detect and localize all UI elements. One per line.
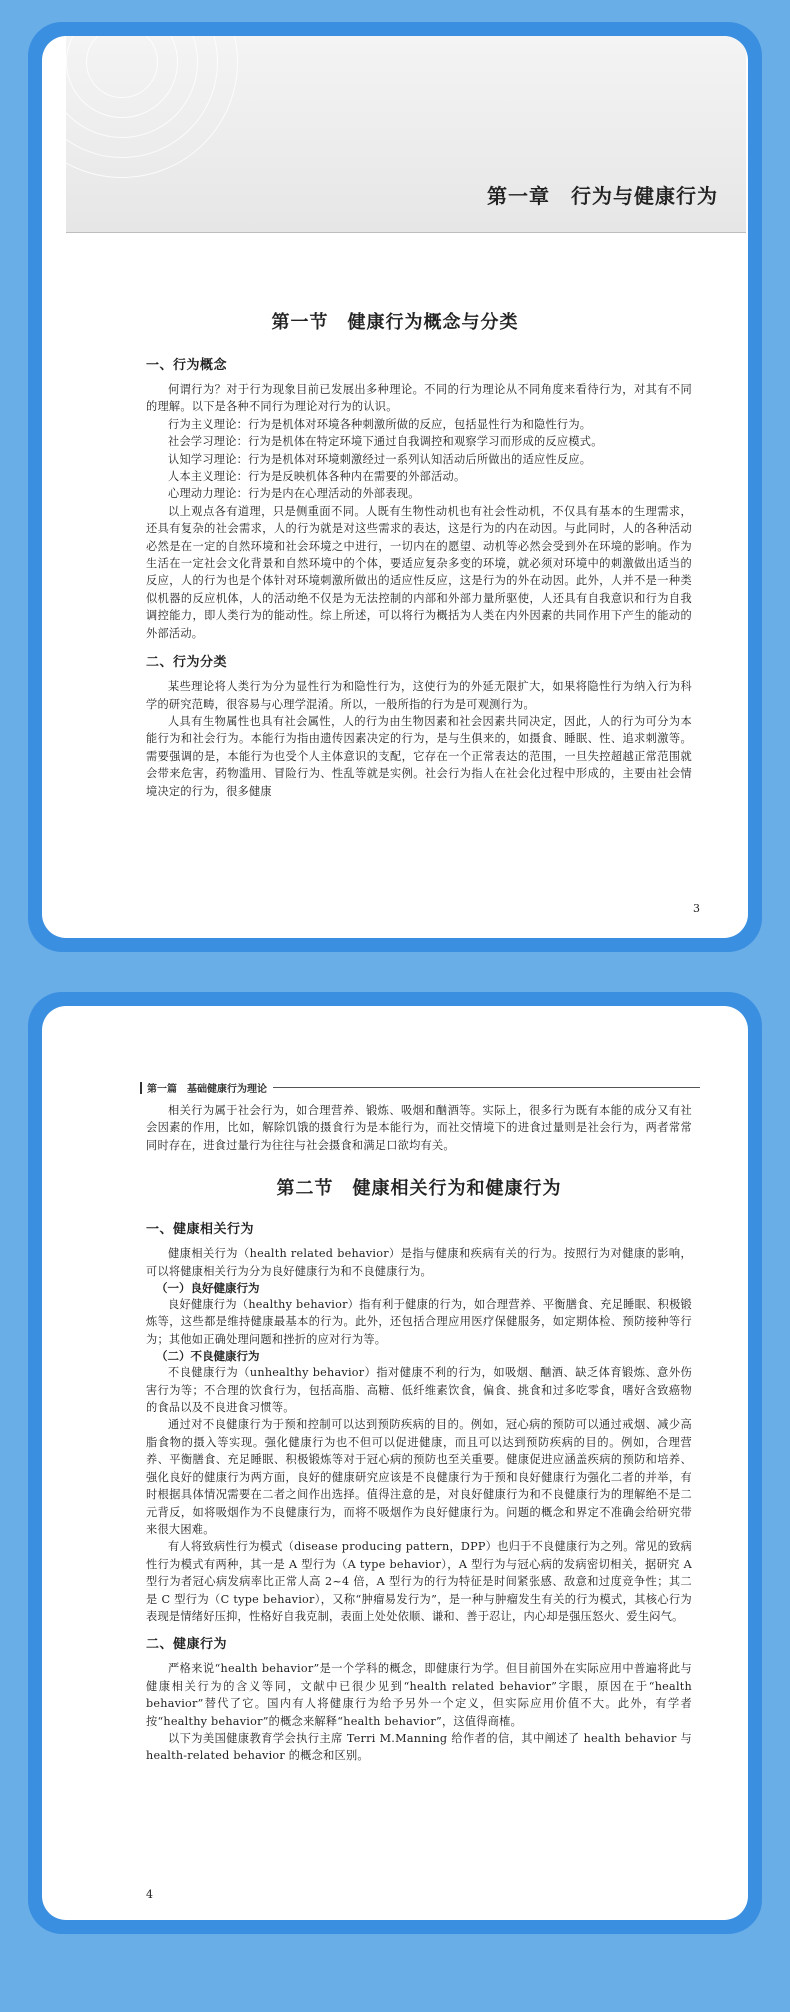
paragraph: 人具有生物属性也具有社会属性，人的行为由生物因素和社会因素共同决定，因此，人的行为可分为本能行为和社会行为。本能行为指由遗传因素决定的行为，是与生俱来的，如摄食、睡眠、性、追求刺激等。需要强调的是，本能行为也受个人主体意识的支配，它存在一个正常表达的范围，一旦失控超越正常范围就会带来危害，药物滥用、冒险行为、性乱等就是实例。社会行为指人在社会化过程中形成的，主要由社会情境决定的行为，很多健康	[146, 714, 692, 798]
section-title: 第二节 健康相关行为和健康行为	[276, 1178, 562, 1200]
paragraph: 某些理论将人类行为分为显性行为和隐性行为，这使行为的外延无限扩大，如果将隐性行为纳入行为科学的研究范畴，很容易与心理学混淆。所以，一般所指的行为是可观测行为。	[146, 680, 692, 711]
paragraph: 不良健康行为（unhealthy behavior）指对健康不利的行为，如吸烟、酗酒、缺乏体育锻炼、意外伤害行为等；不合理的饮食行为，包括高脂、高糖、低纤维素饮食，偏食、挑食和过多吃零食，嗜好含致癌物的食品以及不良进食习惯等。	[146, 1366, 692, 1415]
page-frame-1	[28, 22, 762, 952]
subsection-heading: 一、行为概念	[146, 358, 228, 373]
paragraph: 社会学习理论：行为是机体在特定环境下通过自我调控和观察学习而形成的反应模式。	[168, 435, 603, 449]
paragraph: 良好健康行为（healthy behavior）指有利于健康的行为，如合理营养、平衡膳食、充足睡眠、积极锻炼等，这些都是维持健康最基本的行为。此外，还包括合理应用医疗保健服务，如定期体检、预防接种等行为；其他如正确处理问题和挫折的应对行为等。	[146, 1298, 692, 1346]
page-frame-2	[28, 992, 762, 1934]
subsection-heading: 二、行为分类	[146, 655, 228, 671]
paragraph: 何谓行为？对于行为现象目前已发展出多种理论。不同的行为理论从不同角度来看待行为，对其有不同的理解。以下是各种不同行为理论对行为的认识。	[146, 383, 692, 414]
paragraph: 以下为美国健康教育学会执行主席 Terri M.Manning 给作者的信，其中阐述了 health behavior 与 health-related behavior 的概念和区别。	[146, 1731, 692, 1763]
paragraph: 心理动力理论：行为是内在心理活动的外部表现。	[168, 487, 420, 501]
paragraph: 以上观点各有道理，只是侧重面不同。人既有生物性动机也有社会性动机，不仅具有基本的生理需求，还具有复杂的社会需求，人的行为就是对这些需求的表达，这是行为的内在动因。与此同时，人的各种活动必然是在一定的自然环境和社会环境之中进行，一切内在的愿望、动机等必然会受到外在环境的影响。作为生活在一定社会文化背景和自然环境中的个体，要适应复杂多变的环境，就必须对环境中的刺激做出适当的反应，人的行为也是个体针对环境刺激所做出的适应性反应，这是行为的外在动因。此外，人并不是一种类似机器的反应机体，人的活动绝不仅是为无法控制的内部和外部力量所驱使，人还具有自我意识和行为自我调控能力，即人类行为的能动性。综上所述，可以将行为概括为人类在内外因素的共同作用下产生的能动的外部活动。	[146, 504, 692, 640]
chapter-header-banner	[66, 36, 746, 233]
paragraph: 有人将致病性行为模式（disease producing pattern，DPP）也归于不良健康行为之列。常见的致病性行为模式有两种，其一是 A 型行为（A type behavior），A 型行为与冠心病的发病密切相关，据研究 A 型行为者冠心病发病率比正常人高 2~4 倍，A 型行为的行为特征是时间紧张感、敌意和过度竞争性；其二是 C 型行为（C type behavior），又称“肿瘤易发行为”，是一种与肿瘤发生有关的行为模式，其核心行为表现是情绪好压抑，性格好自我克制，表面上处处依顺、谦和、善于忍让，内心却是强压怒火、爱生闷气。	[146, 1540, 692, 1623]
chapter-title: 第一章 行为与健康行为	[487, 184, 718, 208]
paragraph: 健康相关行为（health related behavior）是指与健康和疾病有关的行为。按照行为对健康的影响，可以将健康相关行为分为良好健康行为和不良健康行为。	[146, 1247, 692, 1278]
page-number: 4	[146, 1888, 153, 1901]
page-number: 3	[693, 902, 700, 915]
page-sheet-1	[42, 36, 748, 938]
subsection-heading: 二、健康行为	[146, 1637, 228, 1653]
page-sheet-2	[42, 1006, 748, 1920]
paragraph: 通过对不良健康行为于预和控制可以达到预防疾病的目的。例如，冠心病的预防可以通过戒烟、减少高脂食物的摄入等实现。强化健康行为也不但可以促进健康，而且可以达到预防疾病的目的。例如，合理营养、平衡膳食、充足睡眠、积极锻炼等对于冠心病的预防也至关重要。健康促进应涵盖疾病的预防和培养、强化良好的健康行为两方面，良好的健康研究应该是不良健康行为于预和良好健康行为强化二者的并举，有时根据具体情况需要在二者之间作出选择。值得注意的是，对良好健康行为和不良健康行为的理解绝不是二元背反，如将吸烟作为不良健康行为，而将不吸烟作为良好健康行为。问题的概念和界定不准确会给研究带来很大困难。	[146, 1418, 692, 1536]
paragraph: 行为主义理论：行为是机体对环境各种刺激所做的反应，包括显性行为和隐性行为。	[168, 417, 592, 431]
running-head	[140, 1080, 700, 1095]
page2-body	[146, 1102, 692, 1765]
subsubsection-heading: （二）不良健康行为	[156, 1349, 260, 1364]
paragraph: 人本主义理论：行为是反映机体各种内在需要的外部活动。	[168, 470, 466, 484]
subsubsection-heading: （一）良好健康行为	[156, 1281, 260, 1296]
section-title: 第一节 健康行为概念与分类	[271, 312, 519, 333]
paragraph: 相关行为属于社会行为，如合理营养、锻炼、吸烟和酗酒等。实际上，很多行为既有本能的成分又有社会因素的作用，比如，解除饥饿的摄食行为是本能行为，而社交情境下的进食过量则是社会行为，两者常常同时存在，进食过量行为往往与社会摄食和满足口欲均有关。	[146, 1104, 692, 1152]
subsection-heading: 一、健康相关行为	[146, 1222, 255, 1238]
paragraph: 严格来说“health behavior”是一个学科的概念，即健康行为学。但目前国外在实际应用中普遍将此与健康相关行为的含义等同，文献中已很少见到“health related behavior”字眼，原因在于“health behavior”替代了它。国内有人将健康行为给予另外一个定义，但实际应用价值不大。此外，有学者按“healthy behavior”的概念来解释“health behavior”，这值得商榷。	[146, 1662, 692, 1728]
paragraph: 认知学习理论：行为是机体对环境刺激经过一系列认知活动后所做出的适应性反应。	[168, 452, 592, 466]
page1-body	[146, 354, 692, 800]
running-head-text: 第一篇 基础健康行为理论	[147, 1084, 267, 1095]
